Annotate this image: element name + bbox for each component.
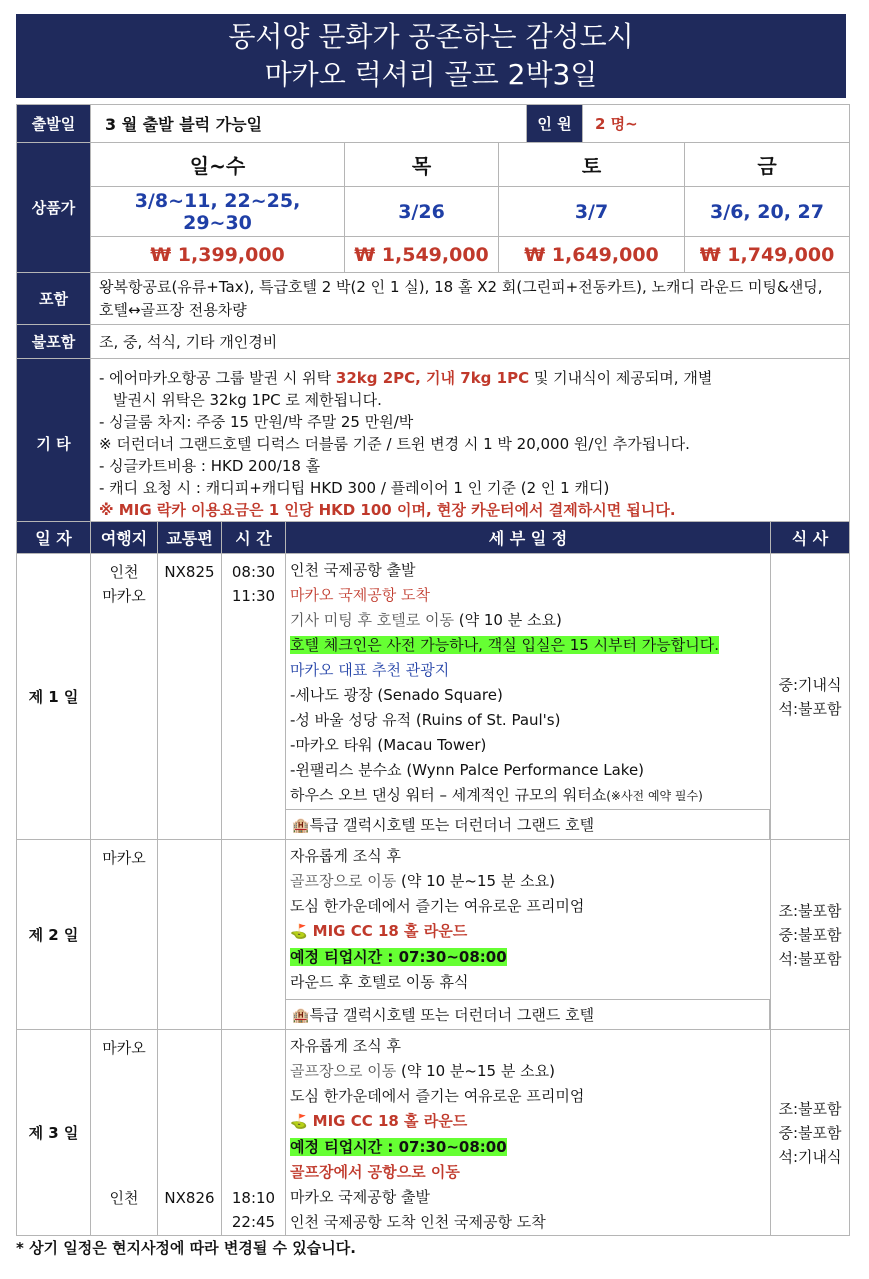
schedule-table [16,521,850,1236]
detail-line: 도심 한가운데에서 즐기는 여유로운 프리미엄 [290,897,585,915]
date-cell: 3/8~11, 22~25, 29~30 [91,187,345,237]
detail-line: 인천 국제공항 출발 [290,561,416,579]
price-cell: ₩ 1,399,000 [91,237,345,273]
detail-cell [286,554,771,840]
detail-line: ⛳ MIG CC 18 홀 라운드 [290,919,770,945]
detail-line: 골프장에서 공항으로 이동 [290,1163,460,1181]
detail-cell [286,840,771,1030]
detail-line: 기사 미팅 후 호텔로 이동 (약 10 분 소요) [290,611,562,629]
exclude-value: 조, 중, 석식, 기타 개인경비 [91,325,850,359]
meal-cell: 조:불포함 중:불포함 석:기내식 [771,1030,850,1236]
detail-line: 도심 한가운데에서 즐기는 여유로운 프리미엄 [290,1087,585,1105]
day-label: 제 2 일 [17,840,91,1030]
place-cell: 마카오 [91,840,158,1030]
people-value: 2 명~ [583,105,850,143]
price-cell: ₩ 1,749,000 [685,237,850,273]
transport-cell: NX825 [158,554,222,840]
detail-line: -마카오 타워 (Macau Tower) [290,736,487,754]
day-row-1 [17,554,850,840]
hotel-line: 🏨특급 갤럭시호텔 또는 더런더너 그랜드 호텔 [286,999,770,1029]
price-cell: ₩ 1,549,000 [345,237,499,273]
etc-line-5: - 싱글카트비용 : HKD 200/18 홀 [99,456,321,475]
flight-times: 18:10 22:45 [231,1189,276,1231]
title-line-1: 동서양 문화가 공존하는 감성도시 [228,20,634,53]
etc-line-2: 발권시 위탁은 32kg 1PC 로 제한됩니다. [113,390,382,409]
hotel-line: 🏨특급 갤럭시호텔 또는 더런더너 그랜드 호텔 [286,809,770,839]
place-incheon: 인천 [109,1189,139,1207]
date-cell: 3/7 [499,187,685,237]
detail-line: 예정 티업시간 : 07:30~08:00 [290,948,507,966]
detail-line: 마카오 국제공항 출발 [290,1188,430,1206]
place-macau: 마카오 [102,1039,146,1057]
detail-line: ⛳ MIG CC 18 홀 라운드 [290,1109,770,1135]
departure-label: 출발일 [17,105,91,143]
transport-cell [158,840,222,1030]
day-label: 제 1 일 [17,554,91,840]
header-detail: 세 부 일 정 [286,522,771,554]
detail-line: 골프장으로 이동 (약 10 분~15 분 소요) [290,872,555,890]
day-header: 일~수 [91,143,345,187]
detail-line: 마카오 대표 추천 관광지 [290,661,450,679]
detail-line: 자유롭게 조식 후 [290,1037,401,1055]
header-time: 시 간 [222,522,286,554]
detail-line: -성 바울 성당 유적 (Ruins of St. Paul's) [290,711,561,729]
exclude-label: 불포함 [17,325,91,359]
place-cell [91,1030,158,1236]
price-cell: ₩ 1,649,000 [499,237,685,273]
time-cell: 08:30 11:30 [222,554,286,840]
day-header: 금 [685,143,850,187]
detail-line: 예정 티업시간 : 07:30~08:00 [290,1138,507,1156]
etc-line-3: - 싱글룸 차지: 주중 15 만원/박 주말 25 만원/박 [99,412,414,431]
day-header: 목 [345,143,499,187]
header-place: 여행지 [91,522,158,554]
flight-number: NX826 [164,1189,215,1207]
time-cell [222,1030,286,1236]
detail-line: 호텔 체크인은 사전 가능하나, 객실 입실은 15 시부터 가능합니다. [290,636,720,654]
include-label: 포함 [17,273,91,325]
etc-line-4: ※ 더런더너 그랜드호텔 디럭스 더블룸 기준 / 트윈 변경 시 1 박 20,000 원/인 추가됩니다. [99,434,690,453]
title-banner [16,14,846,98]
title-line-2: 마카오 럭셔리 골프 2박3일 [264,58,598,91]
meal-cell: 조:불포함 중:불포함 석:불포함 [771,840,850,1030]
etc-notes [91,359,850,529]
header-day: 일 자 [17,522,91,554]
etc-label: 기 타 [17,359,91,529]
detail-line: 라운드 후 호텔로 이동 휴식 [290,973,469,991]
transport-cell [158,1030,222,1236]
overview-table [16,104,850,529]
detail-line: 하우스 오브 댄싱 워터 – 세계적인 규모의 워터쇼(※사전 예약 필수) [290,786,703,804]
detail-line: 골프장으로 이동 (약 10 분~15 분 소요) [290,1062,555,1080]
day-header: 토 [499,143,685,187]
footnote: * 상기 일정은 현지사정에 따라 변경될 수 있습니다. [16,1239,356,1257]
etc-line-1: - 에어마카오항공 그룹 발권 시 위탁 32kg 2PC, 기내 7kg 1PC 및 기내식이 제공되며, 개별 [99,368,713,387]
price-label: 상품가 [17,143,91,273]
detail-line: -윈팰리스 분수쇼 (Wynn Palce Performance Lake) [290,761,645,779]
detail-cell [286,1030,771,1236]
day-label: 제 3 일 [17,1030,91,1236]
date-cell: 3/26 [345,187,499,237]
day-row-3 [17,1030,850,1236]
golf-icon: ⛳ [290,924,308,940]
include-value: 왕복항공료(유류+Tax), 특급호텔 2 박(2 인 1 실), 18 홀 X2 회(그린피+전동카트), 노캐디 라운드 미팅&샌딩, 호텔↔골프장 전용차량 [91,273,850,325]
header-meal: 식 사 [771,522,850,554]
place-cell: 인천 마카오 [91,554,158,840]
people-label: 인 원 [527,105,583,143]
hotel-icon: 🏨 [292,818,310,834]
etc-line-7: ※ MIG 락카 이용요금은 1 인당 HKD 100 이며, 현장 카운터에서 결제하시면 됩니다. [99,500,676,519]
detail-line: 인천 국제공항 도착 인천 국제공항 도착 [290,1213,546,1231]
detail-line: -세나도 광장 (Senado Square) [290,686,503,704]
meal-cell: 중:기내식 석:불포함 [771,554,850,840]
detail-line: 마카오 국제공항 도착 [290,586,430,604]
hotel-icon: 🏨 [292,1008,310,1024]
departure-value: 3 월 출발 블럭 가능일 [91,105,527,143]
etc-line-6: - 캐디 요청 시 : 캐디피+캐디팁 HKD 300 / 플레이어 1 인 기준 (2 인 1 캐디) [99,478,610,497]
date-cell: 3/6, 20, 27 [685,187,850,237]
time-cell [222,840,286,1030]
detail-line: 자유롭게 조식 후 [290,847,401,865]
golf-icon: ⛳ [290,1114,308,1130]
day-row-2 [17,840,850,1030]
header-transport: 교통편 [158,522,222,554]
